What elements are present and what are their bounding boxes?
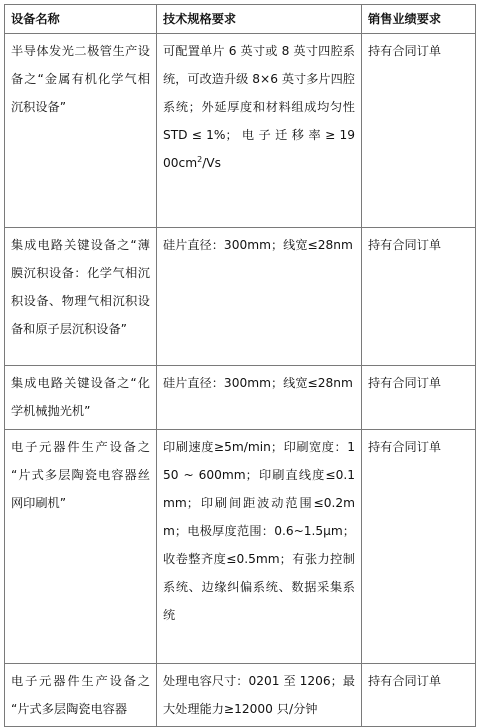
spec-superscript: 2 xyxy=(197,154,203,164)
table-row xyxy=(5,430,476,664)
table-row xyxy=(5,34,476,228)
equipment-name-cell: 电子元器件生产设备之 “片式多层陶瓷电容器 xyxy=(5,664,157,727)
technical-spec-cell: 硅片直径：300mm；线宽≤28nm xyxy=(157,366,362,430)
table-row xyxy=(5,366,476,430)
technical-spec-cell: 印刷速度≥5m/min；印刷宽度：150 ~ 600mm；印刷直线度≤0.1mm；印刷间距波动范围≤0.2mm；电极厚度范围：0.6~1.5μm；收卷整齐度≤0.5mm；有张力控制系统、边缘纠偏系统、数据采集系统 xyxy=(157,430,362,664)
sales-requirement-cell: 持有合同订单 xyxy=(362,34,476,228)
equipment-name-cell: 半导体发光二极管生产设备之“金属有机化学气相沉积设备” xyxy=(5,34,157,228)
technical-spec-cell xyxy=(157,34,362,228)
header-equipment-name: 设备名称 xyxy=(5,5,157,34)
equipment-name-cell: 集成电路关键设备之“化学机械抛光机” xyxy=(5,366,157,430)
equipment-name-cell: 集成电路关键设备之“薄膜沉积设备：化学气相沉积设备、物理气相沉积设备和原子层沉积设备” xyxy=(5,228,157,366)
spec-text: 可配置单片 6 英寸或 8 英寸四腔系统，可改造升级 8×6 英寸多片四腔系统；外延厚度和材料组成均匀性 STD ≤ 1%； 电 子 迁 移 率 ≥ 1900cm xyxy=(163,44,355,170)
sales-requirement-cell: 持有合同订单 xyxy=(362,228,476,366)
sales-requirement-cell: 持有合同订单 xyxy=(362,664,476,727)
table-row xyxy=(5,664,476,727)
spec-unit: /Vs xyxy=(202,156,221,170)
equipment-spec-table xyxy=(4,4,476,727)
sales-requirement-cell: 持有合同订单 xyxy=(362,366,476,430)
header-sales-requirement: 销售业绩要求 xyxy=(362,5,476,34)
equipment-name-cell: 电子元器件生产设备之 “片式多层陶瓷电容器丝网印刷机” xyxy=(5,430,157,664)
table-row xyxy=(5,228,476,366)
table-header-row xyxy=(5,5,476,34)
technical-spec-cell: 硅片直径：300mm；线宽≤28nm xyxy=(157,228,362,366)
sales-requirement-cell: 持有合同订单 xyxy=(362,430,476,664)
technical-spec-cell: 处理电容尺寸：0201 至 1206；最大处理能力≥12000 只/分钟 xyxy=(157,664,362,727)
header-technical-spec: 技术规格要求 xyxy=(157,5,362,34)
